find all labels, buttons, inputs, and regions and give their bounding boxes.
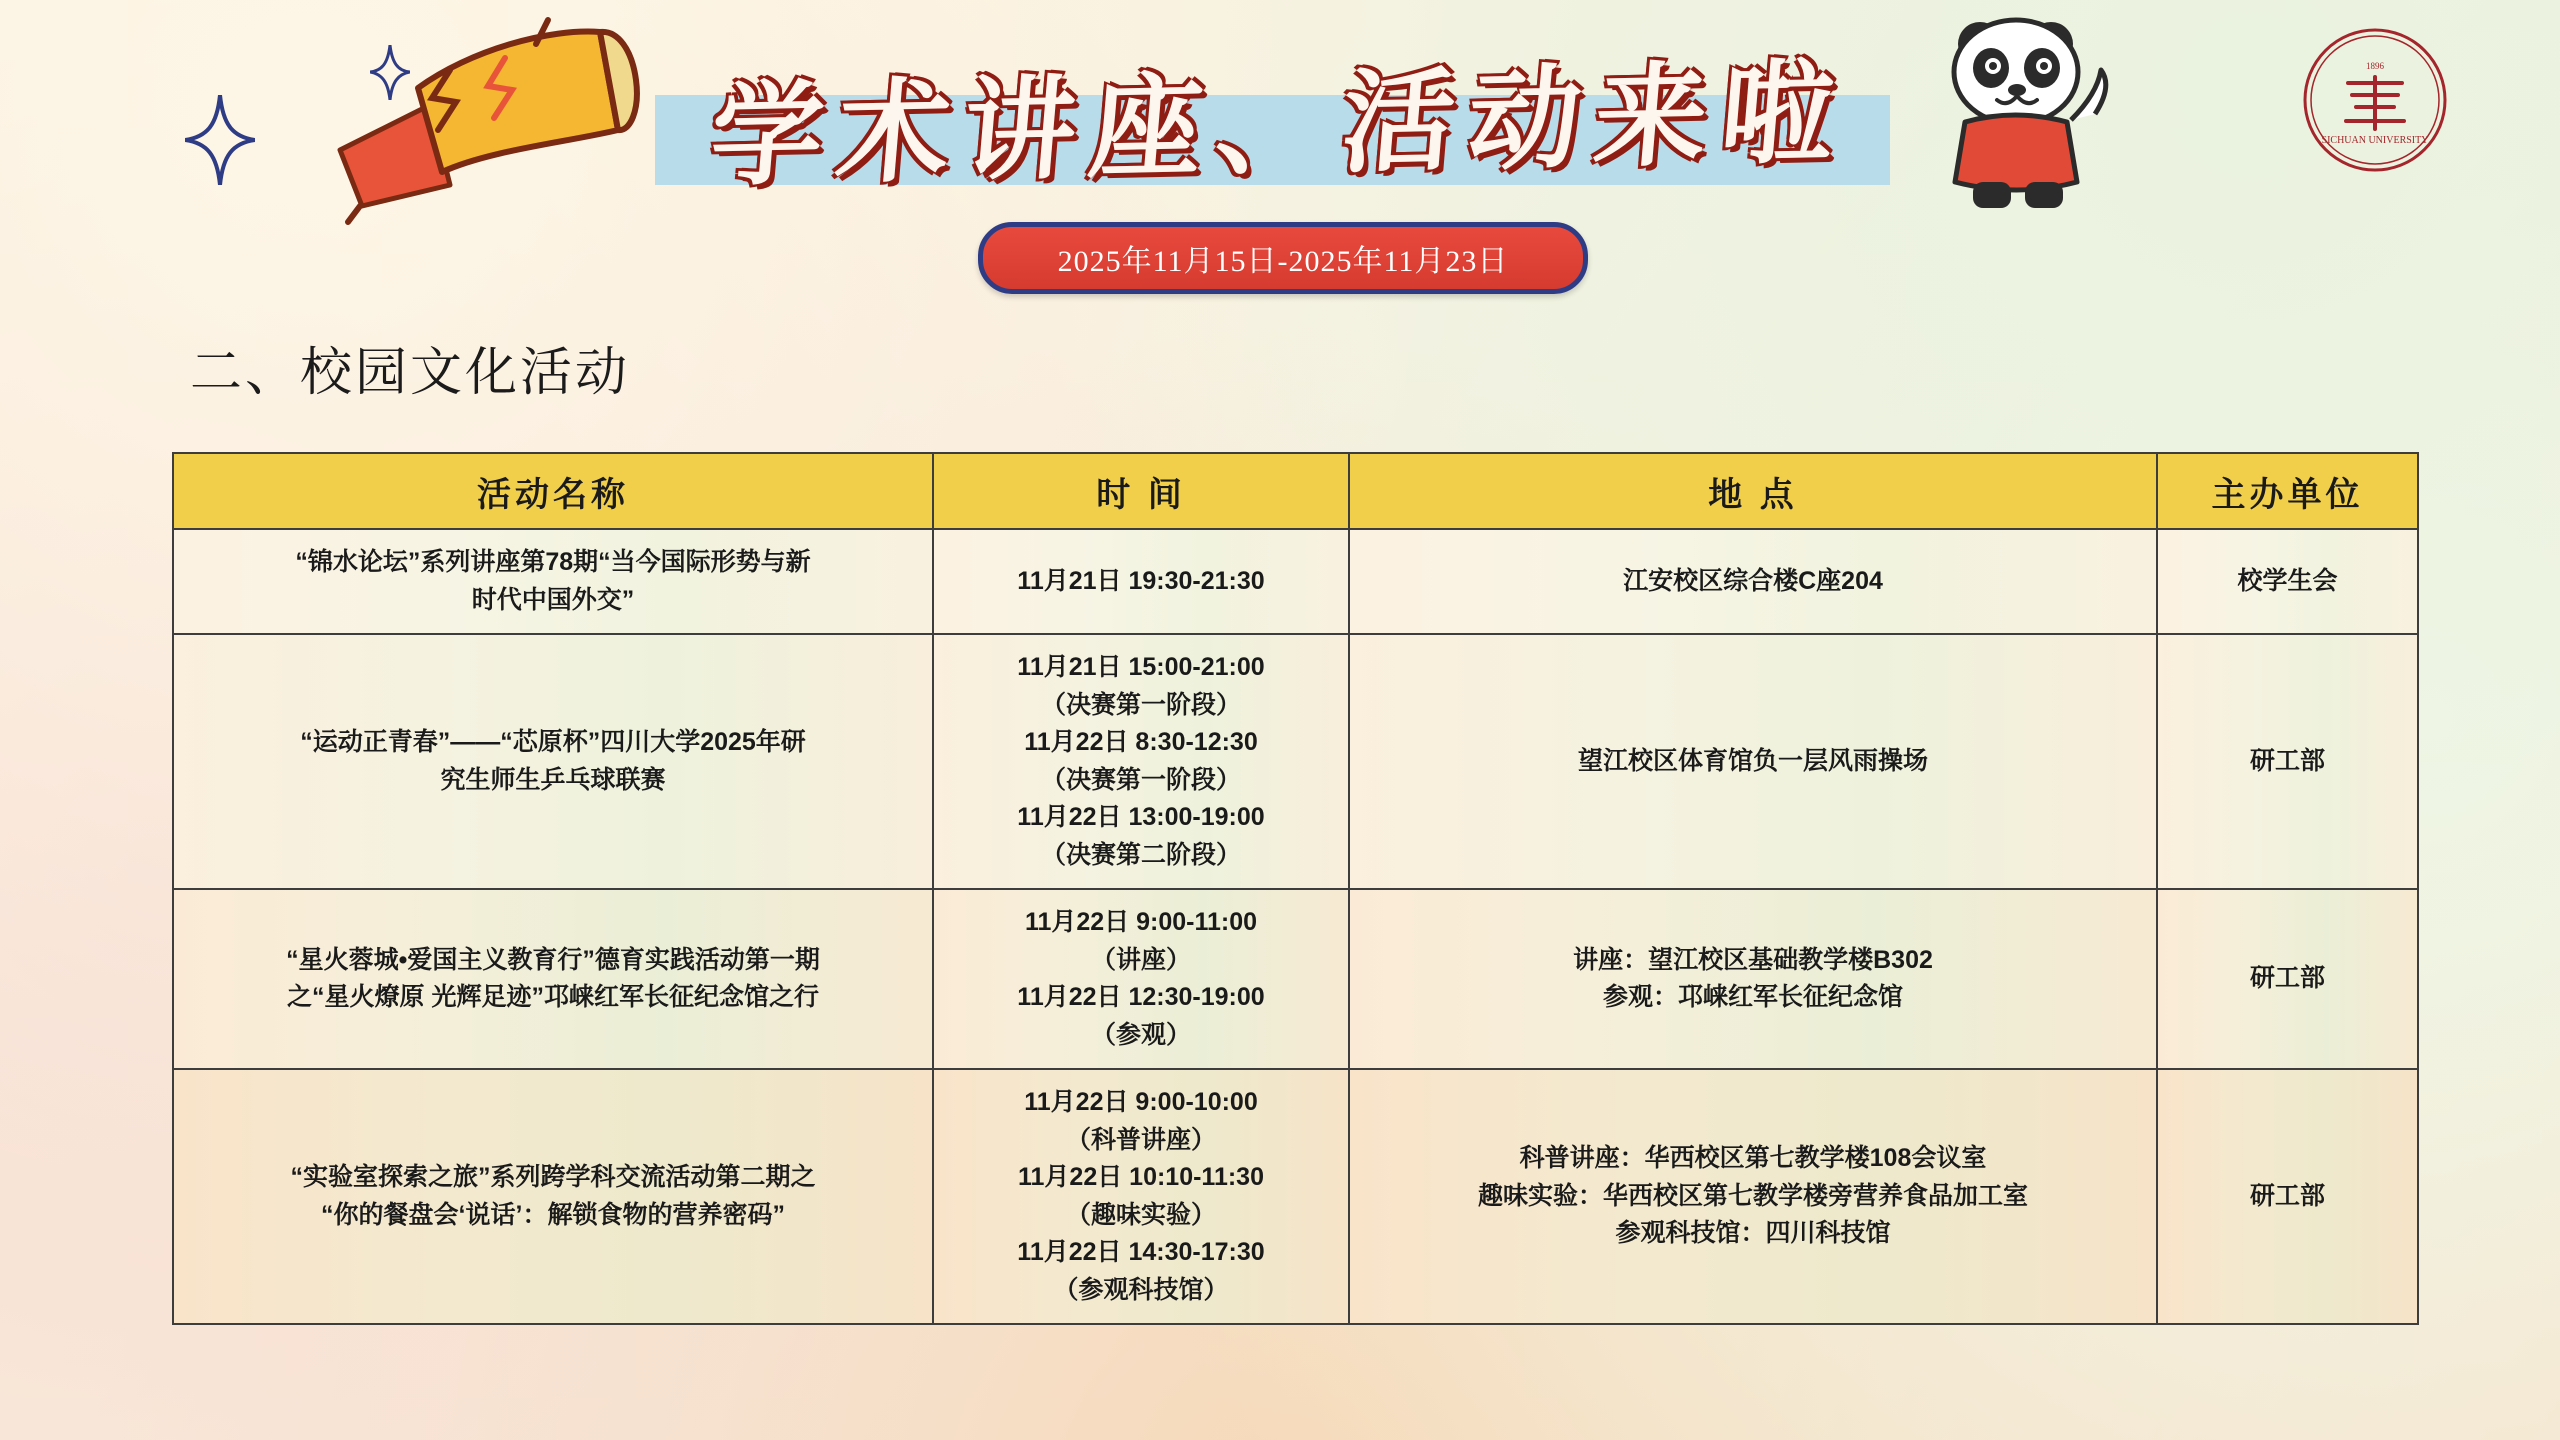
- text-line: （决赛第一阶段）: [1040, 690, 1241, 719]
- text-line: “实验室探索之旅”系列跨学科交流活动第二期之: [290, 1163, 816, 1191]
- text-line: “星火蓉城•爱国主义教育行”德育实践活动第一期: [286, 945, 820, 974]
- table-row: [173, 1069, 2418, 1324]
- panda-mascot-icon: [1925, 10, 2110, 220]
- activity-name-cell: [173, 529, 933, 634]
- text-line: 11月22日 13:00-19:00: [1017, 803, 1265, 831]
- date-range-text: 2025年11月15日-2025年11月23日: [1057, 245, 1509, 278]
- text-line: （决赛第一阶段）: [1040, 765, 1241, 794]
- column-header-org: 主办单位: [2157, 453, 2418, 529]
- date-range-badge: [978, 222, 1588, 294]
- activity-time-cell: [933, 634, 1349, 889]
- activity-org-cell: 研工部: [2157, 889, 2418, 1069]
- section-heading: 二、校园文化活动: [190, 345, 631, 402]
- activity-time-cell: [933, 889, 1349, 1069]
- megaphone-icon: [300, 10, 660, 230]
- text-line: 11月21日 19:30-21:30: [1017, 566, 1265, 595]
- svg-text:SICHUAN UNIVERSITY: SICHUAN UNIVERSITY: [2321, 135, 2429, 146]
- text-line: 江安校区综合楼C座204: [1623, 566, 1883, 595]
- activity-name-cell: [173, 634, 933, 889]
- column-header-name: 活动名称: [173, 453, 933, 529]
- text-line: （趣味实验）: [1065, 1200, 1216, 1229]
- sparkle-icon: [185, 95, 255, 185]
- activity-org-cell: 研工部: [2157, 1069, 2418, 1324]
- text-line: “运动正青春”——“芯原杯”四川大学2025年研: [300, 728, 806, 756]
- activity-place-cell: [1349, 634, 2157, 889]
- text-line: “你的餐盘会‘说话’：解锁食物的营养密码”: [321, 1200, 785, 1229]
- text-line: 之“星火燎原 光辉足迹”邛崃红军长征纪念馆之行: [287, 983, 819, 1011]
- text-line: 科普讲座：华西校区第七教学楼108会议室: [1519, 1144, 1987, 1173]
- text-line: 11月22日 14:30-17:30: [1017, 1238, 1265, 1266]
- table-row: [173, 634, 2418, 889]
- table-row: [173, 889, 2418, 1069]
- text-line: 究生师生乒乓球联赛: [440, 765, 666, 794]
- text-line: 趣味实验：华西校区第七教学楼旁营养食品加工室: [1477, 1181, 2028, 1210]
- text-line: 11月22日 9:00-11:00: [1024, 908, 1258, 936]
- table-row: [173, 529, 2418, 634]
- svg-text:1896: 1896: [2366, 61, 2384, 71]
- text-line: （参观）: [1090, 1020, 1191, 1049]
- text-line: （科普讲座）: [1065, 1125, 1216, 1154]
- text-line: 11月22日 9:00-10:00: [1024, 1088, 1258, 1116]
- text-line: 11月22日 8:30-12:30: [1024, 728, 1258, 756]
- poster-header: [0, 0, 2560, 310]
- activity-name-cell: [173, 1069, 933, 1324]
- text-line: （讲座）: [1090, 945, 1191, 974]
- text-line: 时代中国外交”: [471, 585, 635, 614]
- column-header-place: 地 点: [1349, 453, 2157, 529]
- activity-name-cell: [173, 889, 933, 1069]
- text-line: 11月21日 15:00-21:00: [1017, 653, 1265, 681]
- activity-org-cell: 研工部: [2157, 634, 2418, 889]
- text-line: （参观科技馆）: [1053, 1275, 1229, 1304]
- banner-title: 学术讲座、活动来啦: [705, 47, 1853, 202]
- column-header-time: 时 间: [933, 453, 1349, 529]
- text-line: 讲座：望江校区基础教学楼B302: [1573, 945, 1933, 974]
- text-line: 参观：邛崃红军长征纪念馆: [1602, 983, 1903, 1011]
- table-header-row: [173, 453, 2418, 529]
- sichuan-university-seal-icon: [2300, 25, 2450, 175]
- activity-place-cell: [1349, 889, 2157, 1069]
- activity-time-cell: [933, 1069, 1349, 1324]
- activities-table-wrapper: [172, 452, 2417, 1325]
- text-line: （决赛第二阶段）: [1040, 840, 1241, 869]
- text-line: 望江校区体育馆负一层风雨操场: [1577, 746, 1928, 775]
- activity-org-cell: 校学生会: [2157, 529, 2418, 634]
- activity-time-cell: [933, 529, 1349, 634]
- text-line: 参观科技馆：四川科技馆: [1615, 1219, 1891, 1248]
- activities-table: [172, 452, 2419, 1325]
- activity-place-cell: [1349, 529, 2157, 634]
- text-line: 11月22日 12:30-19:00: [1017, 983, 1265, 1011]
- text-line: “锦水论坛”系列讲座第78期“当今国际形势与新: [295, 548, 811, 576]
- activity-place-cell: [1349, 1069, 2157, 1324]
- text-line: 11月22日 10:10-11:30: [1017, 1163, 1264, 1191]
